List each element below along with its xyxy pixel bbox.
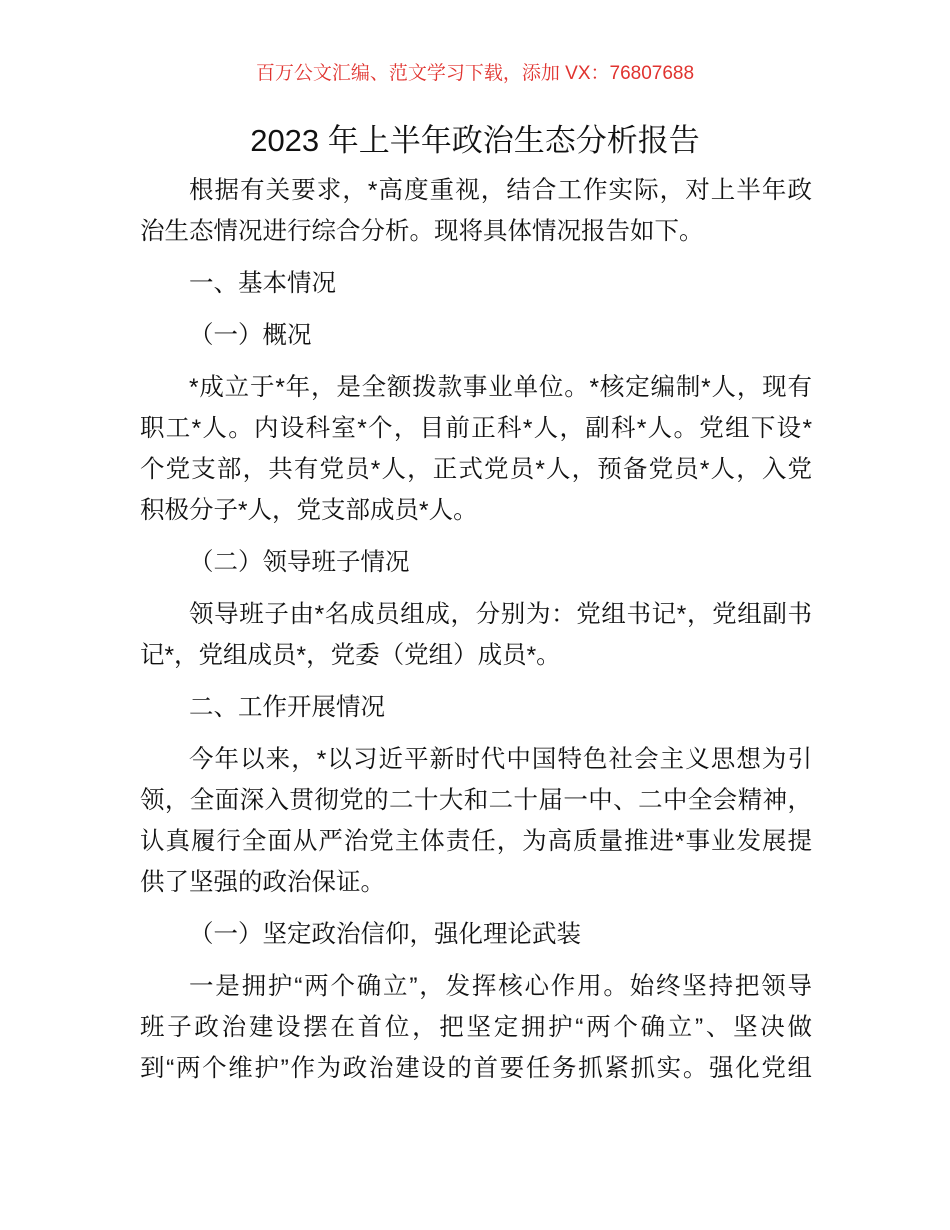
paragraph (140, 594, 812, 676)
text-line: 班子政治建设摆在首位，把坚定拥护“两个确立”、坚决做 (140, 1014, 812, 1041)
text-line: 一是拥护“两个确立”，发挥核心作用。始终坚持把领导 (189, 973, 812, 1000)
section-heading (140, 542, 812, 583)
text-line: 积极分子*人，党支部成员*人。 (140, 497, 478, 524)
text-line: 二、工作开展情况 (189, 694, 385, 721)
text-line: 职工*人。内设科室*个，目前正科*人，副科*人。党组下设* (140, 415, 812, 442)
text-line: 领，全面深入贯彻党的二十大和二十届一中、二中全会精神， (140, 787, 812, 814)
text-line: 领导班子由*名成员组成，分别为：党组书记*，党组副书 (189, 601, 812, 628)
paragraph (140, 170, 812, 252)
text-line: （一）概况 (189, 322, 312, 349)
watermark-banner: 百万公文汇编、范文学习下载，添加 VX：76807688 (255, 63, 695, 84)
text-line: 治生态情况进行综合分析。现将具体情况报告如下。 (140, 218, 704, 245)
text-line: 今年以来，*以习近平新时代中国特色社会主义思想为引 (189, 746, 812, 773)
paragraph (140, 739, 812, 903)
paragraph (140, 966, 812, 1089)
section-heading (140, 263, 812, 304)
text-line: 到“两个维护”作为政治建设的首要任务抓紧抓实。强化党组 (140, 1055, 812, 1082)
text-line: *成立于*年，是全额拨款事业单位。*核定编制*人，现有 (189, 374, 812, 401)
text-line: 个党支部，共有党员*人，正式党员*人，预备党员*人，入党 (140, 456, 812, 483)
text-line: 记*，党组成员*，党委（党组）成员*。 (140, 642, 561, 669)
text-line: 供了坚强的政治保证。 (140, 869, 385, 896)
section-heading (140, 687, 812, 728)
section-heading (140, 315, 812, 356)
document-body (140, 170, 812, 1100)
document-title: 2023 年上半年政治生态分析报告 (250, 123, 700, 158)
section-heading (140, 914, 812, 955)
paragraph (140, 367, 812, 531)
text-line: 根据有关要求，*高度重视，结合工作实际，对上半年政 (189, 177, 812, 204)
text-line: （二）领导班子情况 (189, 549, 410, 576)
text-line: （一）坚定政治信仰，强化理论武装 (189, 921, 581, 948)
text-line: 认真履行全面从严治党主体责任，为高质量推进*事业发展提 (140, 828, 812, 855)
text-line: 一、基本情况 (189, 270, 336, 297)
